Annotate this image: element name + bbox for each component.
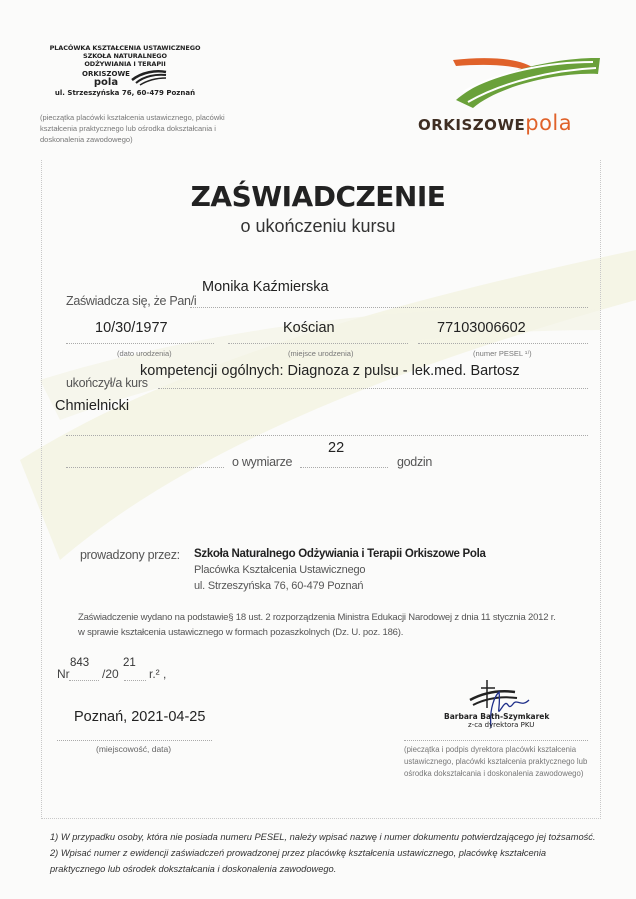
organizer-line2: Placówka Kształcenia Ustawicznego (194, 564, 366, 576)
organizer-line3: ul. Strzeszyńska 76, 60-479 Poznań (194, 580, 364, 592)
place-date-value: Poznań, 2021-04-25 (74, 709, 206, 725)
stamp-line: ODŻYWIANIA I TERAPII (84, 60, 166, 68)
duration-label: o wymiarze (232, 455, 293, 469)
certificate-year: 21 (123, 657, 136, 669)
stamp-address: ul. Strzeszyńska 76, 60-479 Poznań (54, 89, 196, 97)
number-line (69, 680, 99, 681)
year-prefix: /20 (102, 667, 119, 681)
birth-place: Kościan (283, 320, 335, 336)
logo-text-part1: orkiszowe (418, 111, 526, 135)
birth-date-line (66, 343, 214, 344)
birth-place-line (228, 343, 408, 344)
course-name-line1: kompetencji ogólnych: Diagnoza z pulsu - lek.med. Bartosz (140, 363, 520, 379)
stamp-logo-icon (130, 70, 168, 86)
signer-role: z-ca dyrektora PKU (468, 721, 535, 729)
logo-text-part2: pola (525, 111, 573, 135)
hours-line (300, 467, 388, 468)
footnote-1: 1) W przypadku osoby, która nie posiada numeru PESEL, należy wpisać nazwę i numer dokumentu potwierdzającego jej tożsamość. (50, 832, 596, 842)
legal-basis (78, 610, 578, 640)
year-line (124, 680, 146, 681)
signature-line (404, 740, 588, 741)
stamp-line: SZKOŁA NATURALNEGO (83, 52, 167, 60)
course-line2 (66, 435, 588, 436)
pesel-label: (numer PESEL ¹⁾) (473, 349, 532, 358)
logo-text (418, 111, 572, 135)
course-hours: 22 (328, 440, 345, 456)
footnote-2a: 2) Wpisać numer z ewidencji zaświadczeń prowadzonej przez placówkę kształcenia ustawicznego, placówkę kształcenia (50, 848, 547, 858)
pesel-number: 77103006602 (437, 320, 526, 336)
number-suffix: r.² , (149, 667, 167, 681)
organizer-label: prowadzony przez: (80, 548, 180, 562)
course-label: ukończył/a kurs (66, 376, 148, 390)
legal-line1: Zaświadczenie wydano na podstawie§ 18 ust. 2 rozporządzenia Ministra Edukacji Narodowej z dnia 11 stycznia 2012 r. (78, 612, 556, 623)
page-title: ZAŚWIADCZENIE (190, 180, 446, 213)
organizer-name: Szkoła Naturalnego Odżywiania i Terapii Orkiszowe Pola (194, 548, 486, 560)
signer-name: Barbara Bath-Szymkarek (444, 712, 550, 721)
birth-place-label: (miejsce urodzenia) (288, 349, 354, 358)
signature-icon (465, 678, 545, 738)
name-line (190, 307, 588, 308)
pesel-line (418, 343, 588, 344)
place-date-line (57, 740, 212, 741)
birth-date-label: (dato urodzenia) (117, 349, 172, 358)
certificate-number: 843 (70, 657, 90, 669)
signature-note: (pieczątka i podpis dyrektora placówki kształcenia ustawicznego, placówki kształcenia praktycznego lub ośrodka dokształcania i doskonalenia zawodowego) (404, 745, 588, 778)
stamp-brand-line1: orkiszowe (82, 68, 130, 79)
birth-date: 10/30/1977 (95, 320, 168, 336)
stamp-brand (40, 69, 210, 87)
footnote-2b: praktycznego lub ośrodek dokształcania i doskonalenia zawodowego. (50, 864, 337, 874)
stamp-brand-line2: pola (93, 77, 119, 88)
course-name-line2: Chmielnicki (55, 398, 130, 414)
institution-stamp (40, 44, 210, 97)
page-subtitle: o ukończeniu kursu (240, 216, 396, 236)
number-prefix: Nr (57, 667, 70, 681)
legal-line2: w sprawie kształcenia ustawicznego w formach pozaszkolnych (Dz. U. poz. 186). (78, 627, 404, 638)
place-date-label: (miejscowość, data) (96, 744, 172, 754)
stamp-line: PLACÓWKA KSZTAŁCENIA USTAWICZNEGO (49, 44, 201, 52)
footnotes (50, 829, 610, 877)
course-line3 (66, 467, 224, 468)
stamp-note: (pieczątka placówki kształcenia ustawicznego, placówki kształcenia praktycznego lub ośrodka dokształcania i doskonalenia zawodowego) (40, 113, 225, 144)
person-label: Zaświadcza się, że Pan/i (66, 294, 197, 308)
person-name: Monika Kaźmierska (202, 279, 329, 295)
hours-unit: godzin (397, 455, 433, 469)
course-line1 (158, 388, 588, 389)
